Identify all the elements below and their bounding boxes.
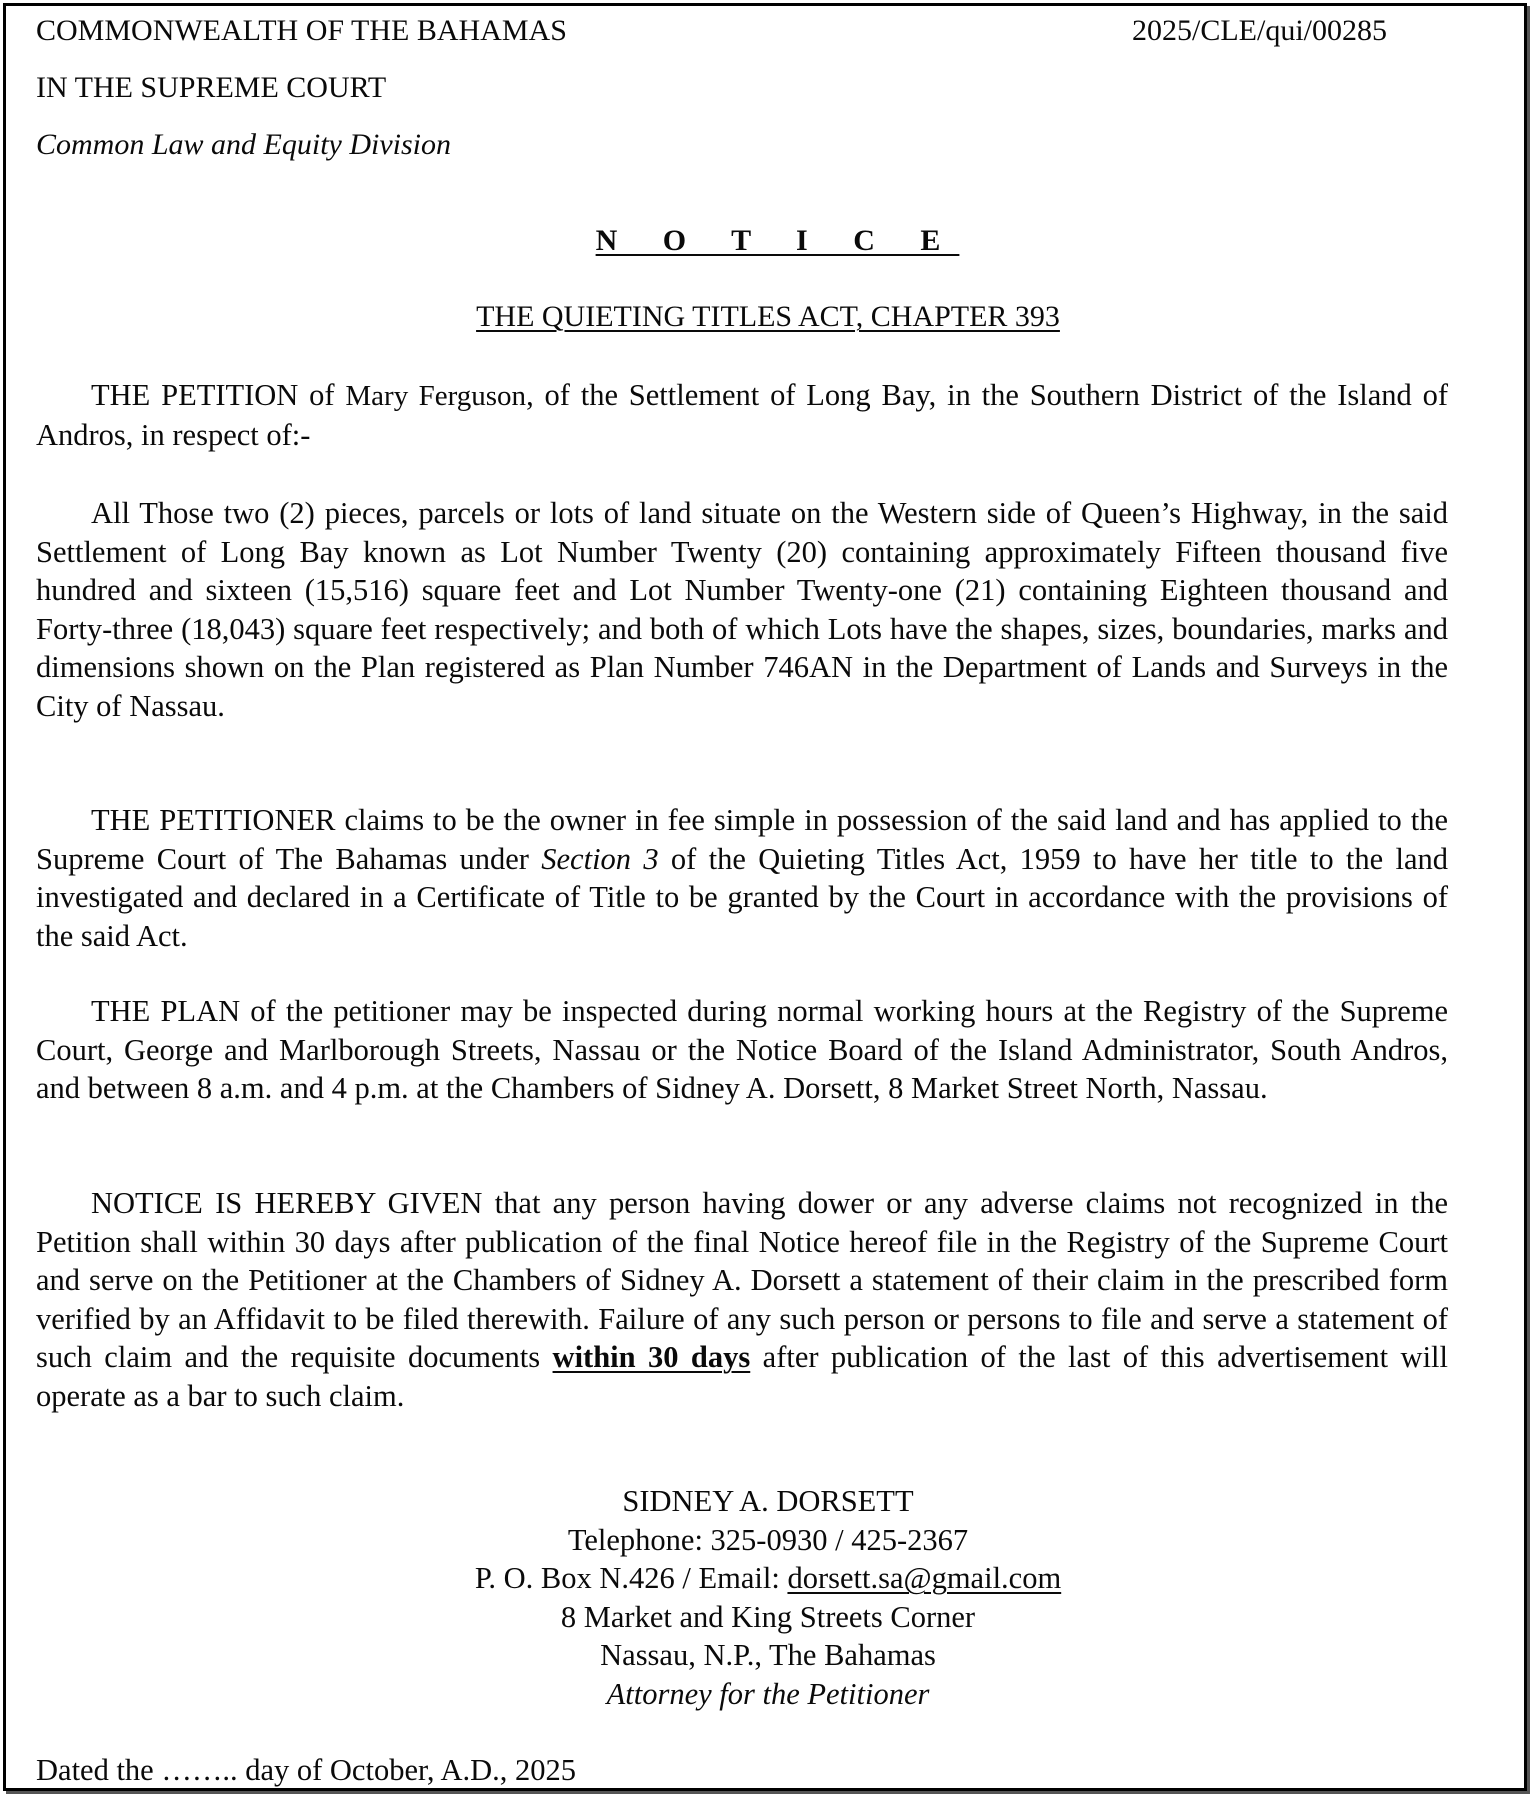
signature-block [0, 1482, 1536, 1714]
box-prefix: P. O. Box N.426 / Email: [474, 1561, 788, 1596]
petition-of: of [298, 378, 346, 412]
division-heading: Common Law and Equity Division [36, 128, 452, 161]
notice-text-after: after publication of the last of this advertisement will operate as a bar to such claim. [36, 1340, 1448, 1413]
notice-title-text: N O T I C E [595, 224, 960, 257]
petitioner-name: Mary Ferguson [345, 380, 527, 412]
attorney-telephone: Telephone: 325-0930 / 425-2367 [567, 1522, 969, 1557]
notice-text-before: NOTICE IS HEREBY GIVEN that any person having dower or any adverse claims not recognized in the Petition shall within 30 days after publication of the final Notice hereof file in the Registry of the Supreme Court and serve on the Petitioner at the Chambers of Sidney A. Dorsett a statement of their claim in the prescribed form verified by an Affidavit to be filed therewith. Failure of any such person or persons to file and serve a statement of such claim and the requisite documents [36, 1186, 1448, 1375]
petition-paragraph [36, 376, 1448, 454]
email-link[interactable]: dorsett.sa@gmail.com [787, 1561, 1062, 1596]
petition-rest: , of the Settlement of Long Bay, in the Southern District of the Island of Andros, in respect of:- [36, 378, 1448, 452]
deadline-emphasis: within 30 days [552, 1340, 751, 1375]
dated-line: Dated the …….. day of October, A.D., 2025 [36, 1753, 577, 1787]
case-number: 2025/CLE/qui/00285 [1132, 14, 1387, 47]
plan-paragraph: THE PLAN of the petitioner may be inspected during normal working hours at the Registry of the Supreme Court, George and Marlborough Streets, Nassau or the Notice Board of the Island Administrator, South Andros, and between 8 a.m. and 4 p.m. at the Chambers of Sidney A. Dorsett, 8 Market Street North, Nassau. [36, 994, 1448, 1106]
section-reference: Section 3 [541, 841, 659, 876]
attorney-box-email [0, 1559, 1536, 1598]
court-heading: IN THE SUPREME COURT [36, 71, 387, 104]
act-title-text: THE QUIETING TITLES ACT, CHAPTER 393 [476, 300, 1060, 333]
attorney-address-2: Nassau, N.P., The Bahamas [600, 1638, 936, 1673]
attorney-role: Attorney for the Petitioner [606, 1676, 930, 1711]
notice-title [0, 224, 1536, 258]
act-title [0, 300, 1536, 334]
attorney-name: SIDNEY A. DORSETT [622, 1484, 914, 1518]
petitioner-paragraph [36, 801, 1448, 955]
notice-paragraph [36, 1184, 1448, 1416]
lands-paragraph: All Those two (2) pieces, parcels or lots of land situate on the Western side of Queen’s Highway, in the said Settlement of Long Bay known as Lot Number Twenty (20) containing approximately Fifteen thousand five hundred and sixteen (15,516) square feet and Lot Number Twenty-one (21) containing Eighteen thousand and Forty-three (18,043) square feet respectively; and both of which Lots have the shapes, sizes, boundaries, marks and dimensions shown on the Plan registered as Plan Number 746AN in the Department of Lands and Surveys in the City of Nassau. [36, 496, 1448, 723]
attorney-address-1: 8 Market and King Streets Corner [560, 1599, 976, 1634]
petitioner-text-after: of the Quieting Titles Act, 1959 to have her title to the land investigated and declared in a Certificate of Title to be granted by the Court in accordance with the provisions of the said Act. [36, 841, 1449, 953]
country-heading: COMMONWEALTH OF THE BAHAMAS [36, 14, 567, 47]
petitioner-text-before: THE PETITIONER claims to be the owner in fee simple in possession of the said land and has applied to the Supreme Court of The Bahamas under [36, 803, 1448, 876]
petition-lead: THE PETITION [91, 378, 299, 412]
